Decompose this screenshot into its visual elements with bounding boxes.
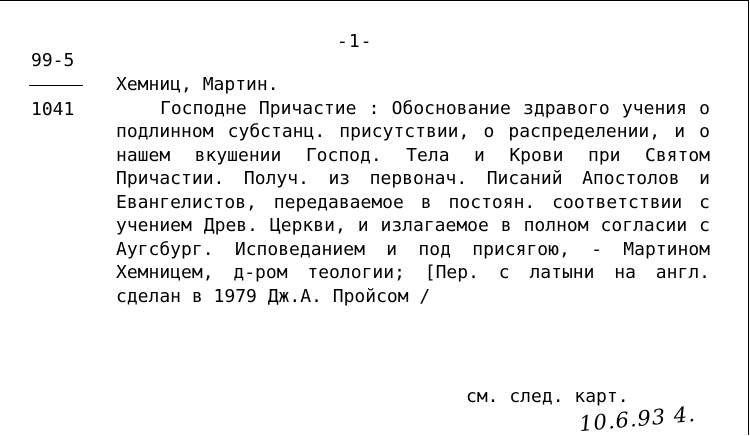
author-heading: Хемниц, Мартин.: [116, 74, 279, 95]
shelf-mark-divider: [29, 85, 83, 86]
see-next-card-note: см. след. карт.: [466, 386, 629, 407]
handwritten-note: 10.6.93 4.: [578, 401, 697, 436]
title-description: Господне Причастие : Обоснование здравого учения о подлинном субстанц. присутствии, о распределении, и о нашем вкушении Господ. Тела и Крови при Святом Причастии. Получ. из первонач. Писаний Апостолов и Евангелистов, передаваемое в постоян. соответствии с учением Древ. Церкви, и излагаемое в полном согласии с Аугсбург. Исповеданием и под присягою, - Мартином Хемницем, д-ром теологии; [Пер. с латыни на англ. сделан в 1979 Дж.А. Пройсом /: [116, 97, 710, 307]
shelf-mark-bottom: 1041: [31, 99, 75, 120]
page-number: -1-: [337, 31, 373, 52]
card-entry: [116, 73, 710, 308]
shelf-mark-top: 99-5: [31, 50, 75, 71]
